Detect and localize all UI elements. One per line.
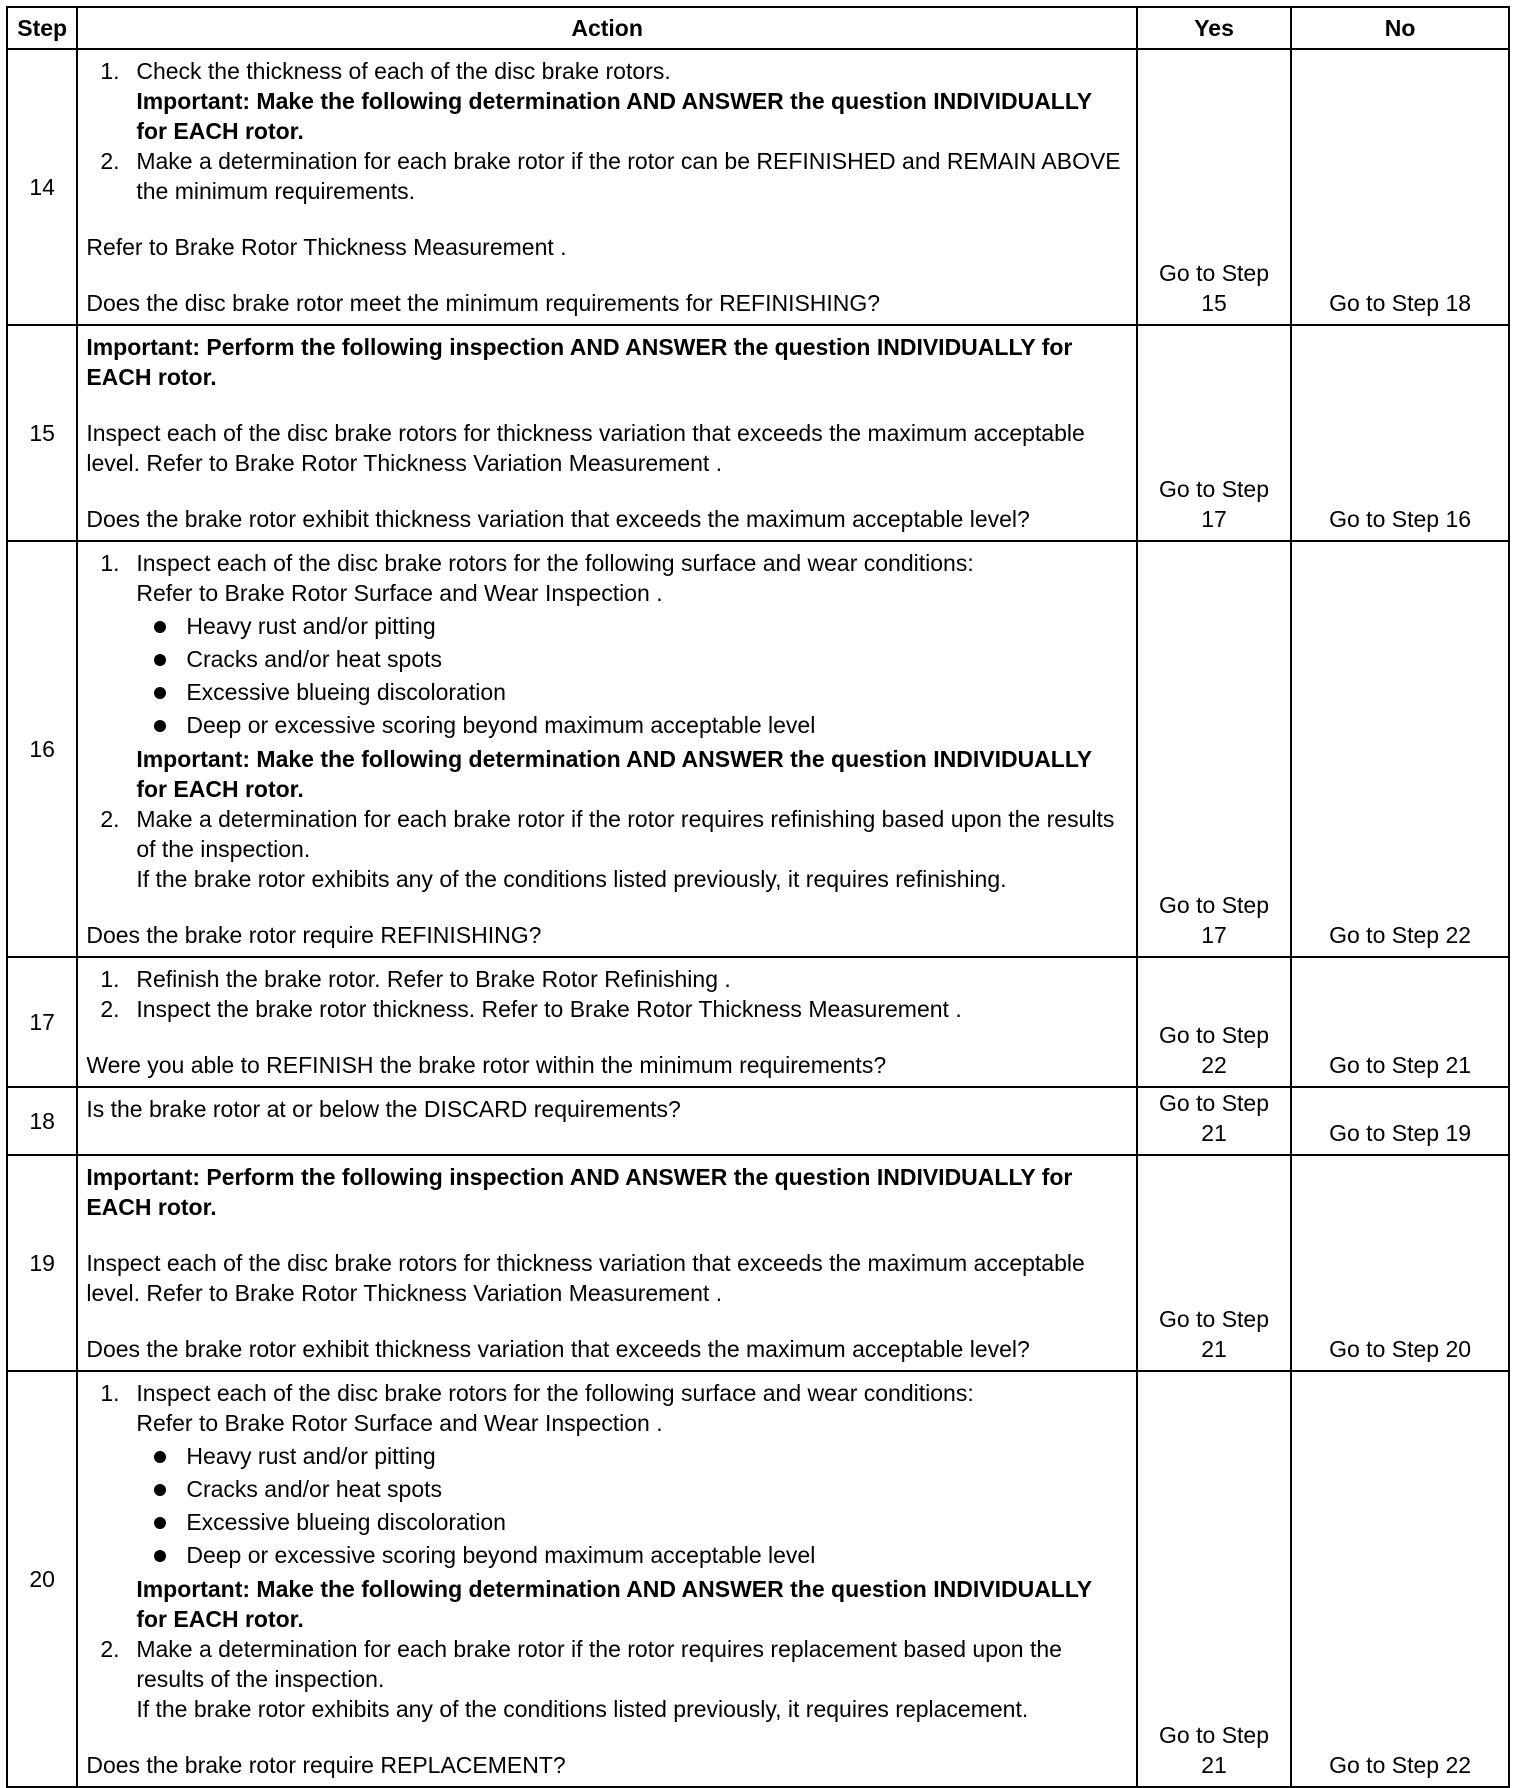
- bullet-dot-icon: [154, 1484, 166, 1496]
- table-row: [7, 325, 1509, 541]
- item-text: Check the thickness of each of the disc brake rotors.: [136, 58, 671, 84]
- action-cell: [77, 1371, 1137, 1787]
- item-number: 1.: [100, 58, 120, 84]
- yes-cell: [1137, 325, 1291, 541]
- no-cell: Go to Step 16: [1291, 325, 1509, 541]
- important-note: Important: Perform the following inspection AND ANSWER the question INDIVIDUALLY for EACH rotor.: [86, 1164, 1073, 1220]
- bullet-dot-icon: [154, 654, 166, 666]
- refer-link-text: Refer to Brake Rotor Thickness Measurement .: [86, 234, 567, 260]
- bullet-dot-icon: [154, 687, 166, 699]
- table-row: [7, 1371, 1509, 1787]
- yes-goto-step: 22: [1201, 1052, 1227, 1078]
- question-text: Does the brake rotor require REPLACEMENT?: [86, 1752, 566, 1778]
- no-cell: Go to Step 21: [1291, 957, 1509, 1087]
- no-cell: Go to Step 22: [1291, 541, 1509, 957]
- item-number: 2.: [100, 806, 120, 832]
- question-text: Does the disc brake rotor meet the minimum requirements for REFINISHING?: [86, 290, 881, 316]
- action-cell: [77, 957, 1137, 1087]
- bullet-dot-icon: [154, 621, 166, 633]
- yes-cell: [1137, 957, 1291, 1087]
- yes-cell: [1137, 1087, 1291, 1155]
- yes-goto-step: 21: [1201, 1752, 1227, 1778]
- yes-goto-label: Go to Step: [1159, 476, 1270, 502]
- important-note: Important: Perform the following inspection AND ANSWER the question INDIVIDUALLY for EACH rotor.: [86, 334, 1073, 390]
- item-text: Inspect the brake rotor thickness. Refer to Brake Rotor Thickness Measurement .: [136, 996, 962, 1022]
- yes-goto-step: 17: [1201, 506, 1227, 532]
- important-note: Important: Make the following determination AND ANSWER the question INDIVIDUALLY for EACH rotor.: [136, 88, 1092, 144]
- action-body: Inspect each of the disc brake rotors for thickness variation that exceeds the maximum acceptable level. Refer to Brake Rotor Thickness Variation Measurement .: [86, 420, 1085, 476]
- question-text: Were you able to REFINISH the brake rotor within the minimum requirements?: [86, 1052, 887, 1078]
- item-refer-text: Refer to Brake Rotor Surface and Wear Inspection .: [136, 1410, 663, 1436]
- no-cell: Go to Step 22: [1291, 1371, 1509, 1787]
- step-number: 20: [7, 1371, 77, 1787]
- action-cell: [77, 1155, 1137, 1371]
- list-item: [86, 994, 1126, 1024]
- action-body: Inspect each of the disc brake rotors for thickness variation that exceeds the maximum acceptable level. Refer to Brake Rotor Thickness Variation Measurement .: [86, 1250, 1085, 1306]
- numbered-list: [86, 548, 1126, 894]
- yes-goto-step: 17: [1201, 922, 1227, 948]
- list-item: [86, 1634, 1126, 1724]
- numbered-list: [86, 56, 1126, 206]
- item-text: Make a determination for each brake rotor if the rotor requires replacement based upon the results of the inspection.: [136, 1636, 1062, 1692]
- yes-goto-step: 21: [1201, 1336, 1227, 1362]
- item-number: 1.: [100, 1380, 120, 1406]
- yes-cell: [1137, 1155, 1291, 1371]
- item-number: 1.: [100, 550, 120, 576]
- action-cell: [77, 49, 1137, 325]
- yes-cell: [1137, 49, 1291, 325]
- diagnostic-table-sheet: [6, 6, 1510, 1788]
- item-text: Inspect each of the disc brake rotors for the following surface and wear conditions:: [136, 1380, 974, 1406]
- important-note: Important: Make the following determination AND ANSWER the question INDIVIDUALLY for EACH rotor.: [136, 1576, 1092, 1632]
- yes-goto-label: Go to Step: [1159, 1722, 1270, 1748]
- yes-cell: [1137, 1371, 1291, 1787]
- item-text: Make a determination for each brake rotor if the rotor can be REFINISHED and REMAIN ABOVE the minimum requirements.: [136, 148, 1121, 204]
- action-cell: [77, 325, 1137, 541]
- question-text: Does the brake rotor require REFINISHING?: [86, 922, 542, 948]
- bullet-item: Cracks and/or heat spots: [136, 643, 1126, 676]
- column-header-action: Action: [77, 7, 1137, 49]
- item-extra-text: If the brake rotor exhibits any of the conditions listed previously, it requires refinishing.: [136, 866, 1007, 892]
- no-cell: Go to Step 19: [1291, 1087, 1509, 1155]
- list-item: [86, 146, 1126, 206]
- table-row: [7, 1155, 1509, 1371]
- item-refer-text: Refer to Brake Rotor Surface and Wear Inspection .: [136, 580, 663, 606]
- no-cell: Go to Step 18: [1291, 49, 1509, 325]
- yes-goto-step: 21: [1201, 1120, 1227, 1146]
- yes-goto-label: Go to Step: [1159, 1090, 1270, 1116]
- bullet-item: Heavy rust and/or pitting: [136, 1440, 1126, 1473]
- question-text: Is the brake rotor at or below the DISCARD requirements?: [86, 1096, 681, 1122]
- table-row: [7, 1087, 1509, 1155]
- bullet-dot-icon: [154, 720, 166, 732]
- yes-goto-label: Go to Step: [1159, 260, 1270, 286]
- list-item: [86, 964, 1126, 994]
- step-number: 16: [7, 541, 77, 957]
- bullet-dot-icon: [154, 1517, 166, 1529]
- table-header-row: [7, 7, 1509, 49]
- item-text: Refinish the brake rotor. Refer to Brake Rotor Refinishing .: [136, 966, 731, 992]
- list-item: [86, 548, 1126, 804]
- numbered-list: [86, 1378, 1126, 1724]
- no-cell: Go to Step 20: [1291, 1155, 1509, 1371]
- step-number: 19: [7, 1155, 77, 1371]
- condition-bullet-list: [136, 610, 1126, 742]
- yes-goto-label: Go to Step: [1159, 892, 1270, 918]
- table-row: [7, 541, 1509, 957]
- bullet-dot-icon: [154, 1550, 166, 1562]
- bullet-item: Cracks and/or heat spots: [136, 1473, 1126, 1506]
- condition-bullet-list: [136, 1440, 1126, 1572]
- bullet-item: Heavy rust and/or pitting: [136, 610, 1126, 643]
- column-header-step: Step: [7, 7, 77, 49]
- step-number: 14: [7, 49, 77, 325]
- item-text: Make a determination for each brake rotor if the rotor requires refinishing based upon the results of the inspection.: [136, 806, 1115, 862]
- bullet-item: Deep or excessive scoring beyond maximum acceptable level: [136, 1539, 1126, 1572]
- important-note: Important: Make the following determination AND ANSWER the question INDIVIDUALLY for EACH rotor.: [136, 746, 1092, 802]
- item-number: 2.: [100, 1636, 120, 1662]
- bullet-item: Excessive blueing discoloration: [136, 676, 1126, 709]
- numbered-list: [86, 964, 1126, 1024]
- list-item: [86, 804, 1126, 894]
- table-row: [7, 49, 1509, 325]
- action-cell: [77, 541, 1137, 957]
- yes-goto-step: 15: [1201, 290, 1227, 316]
- bullet-item: Excessive blueing discoloration: [136, 1506, 1126, 1539]
- yes-goto-label: Go to Step: [1159, 1022, 1270, 1048]
- column-header-yes: Yes: [1137, 7, 1291, 49]
- bullet-item: Deep or excessive scoring beyond maximum acceptable level: [136, 709, 1126, 742]
- yes-goto-label: Go to Step: [1159, 1306, 1270, 1332]
- question-text: Does the brake rotor exhibit thickness variation that exceeds the maximum acceptable level?: [86, 1336, 1030, 1362]
- step-number: 15: [7, 325, 77, 541]
- yes-cell: [1137, 541, 1291, 957]
- bullet-dot-icon: [154, 1451, 166, 1463]
- list-item: [86, 1378, 1126, 1634]
- action-cell: [77, 1087, 1137, 1155]
- table-row: [7, 957, 1509, 1087]
- item-extra-text: If the brake rotor exhibits any of the conditions listed previously, it requires replacement.: [136, 1696, 1029, 1722]
- item-text: Inspect each of the disc brake rotors for the following surface and wear conditions:: [136, 550, 974, 576]
- step-number: 18: [7, 1087, 77, 1155]
- list-item: [86, 56, 1126, 146]
- question-text: Does the brake rotor exhibit thickness variation that exceeds the maximum acceptable level?: [86, 506, 1030, 532]
- diagnostic-step-table: [6, 6, 1510, 1788]
- column-header-no: No: [1291, 7, 1509, 49]
- item-number: 2.: [100, 996, 120, 1022]
- item-number: 2.: [100, 148, 120, 174]
- item-number: 1.: [100, 966, 120, 992]
- step-number: 17: [7, 957, 77, 1087]
